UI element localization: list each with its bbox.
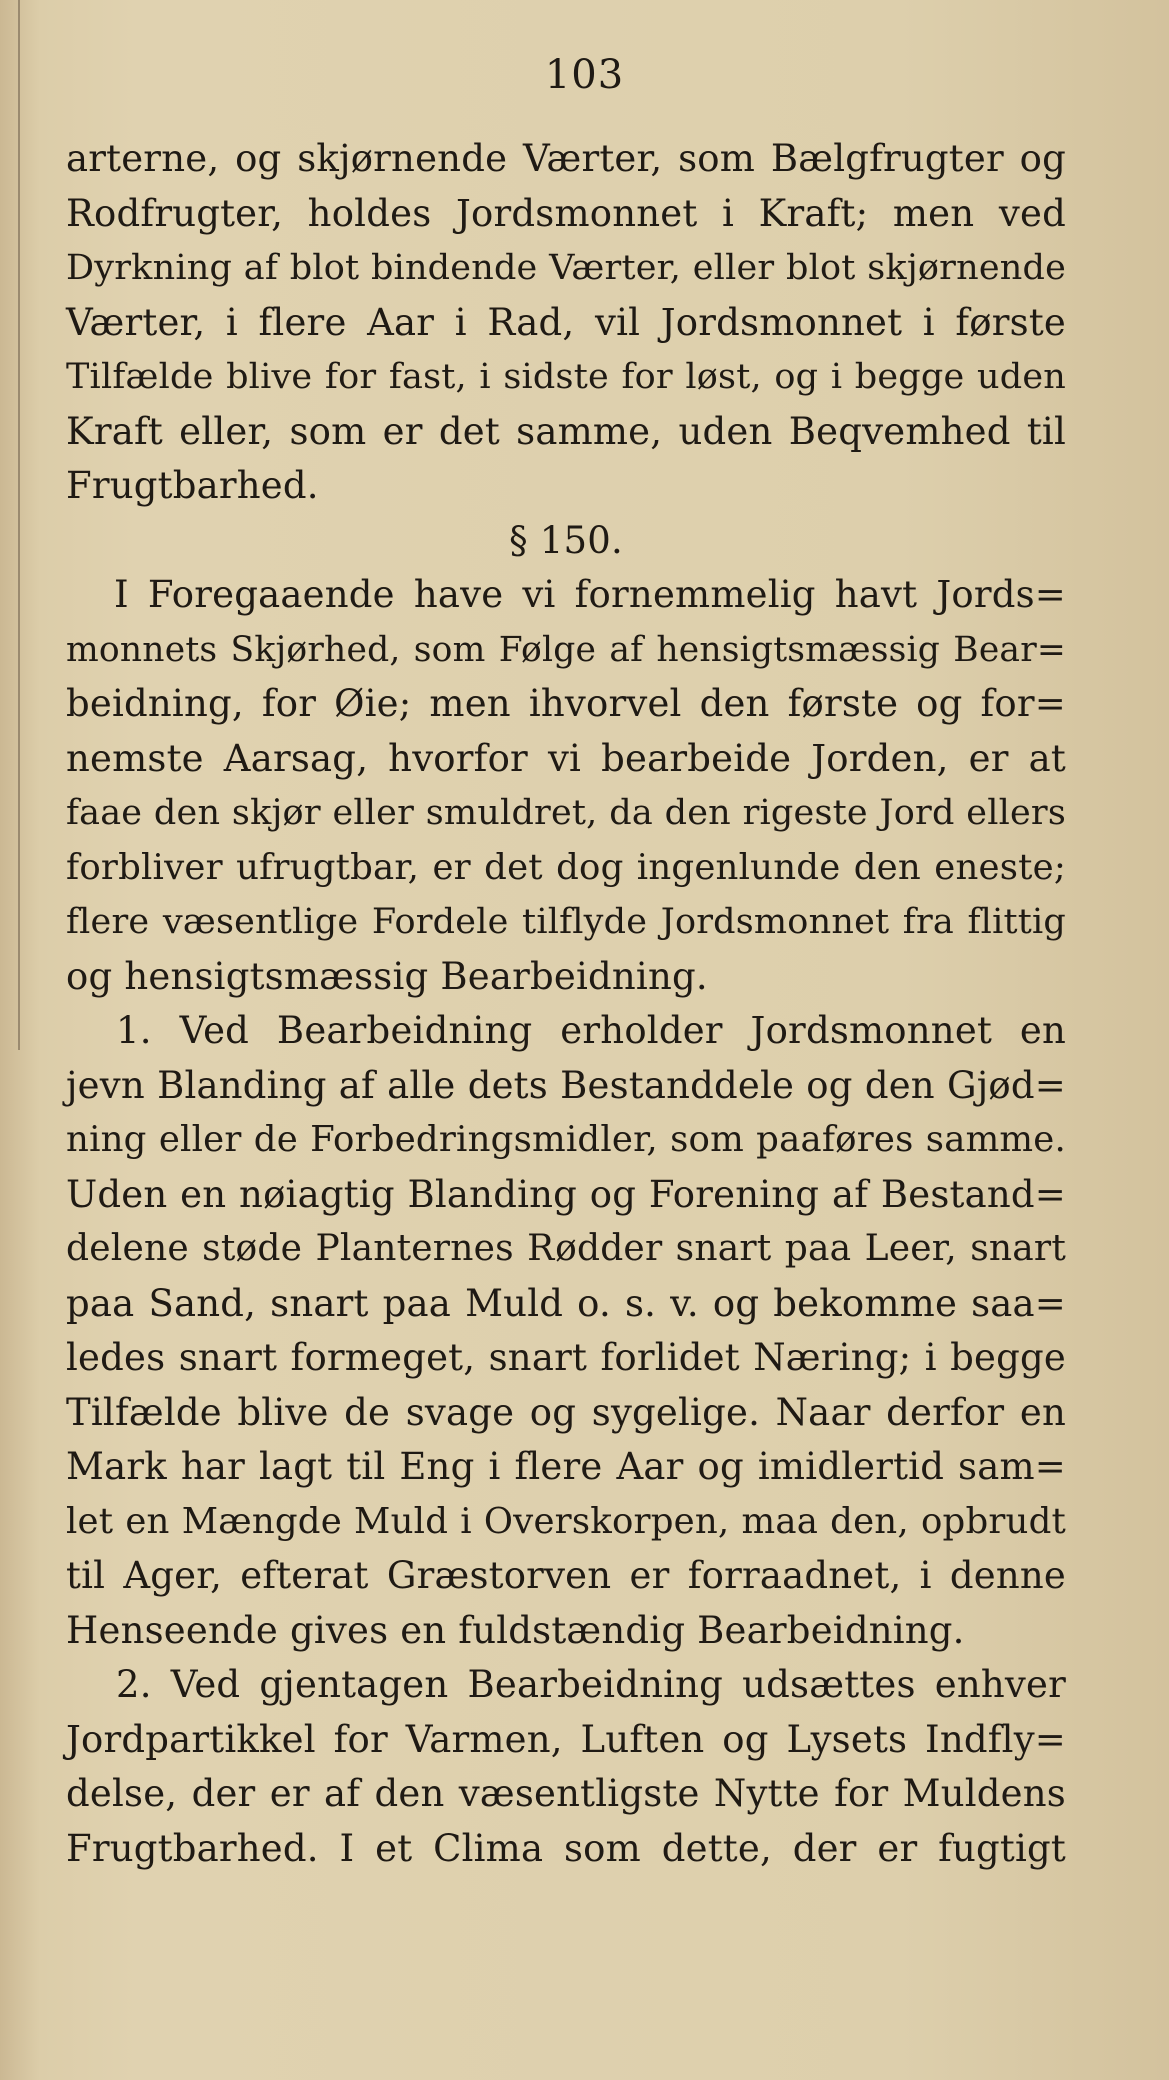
text-line: jevn Blanding af alle dets Bestanddele og den Gjød= bbox=[66, 1063, 1066, 1107]
text-line: ledes snart formeget, snart forlidet Næring; i begge bbox=[66, 1336, 1066, 1379]
text-line: beidning, for Øie; men ihvorvel den første og for= bbox=[66, 682, 1066, 725]
text-line: Kraft eller, som er det samme, uden Beqvemhed til bbox=[66, 409, 1066, 453]
text-line: nemste Aarsag, hvorfor vi bearbeide Jorden, er at bbox=[66, 736, 1066, 780]
text-line: delene støde Planternes Rødder snart paa Leer, snart bbox=[66, 1228, 1066, 1269]
text-line: Frugtbarhed. I et Clima som dette, der er fugtigt bbox=[66, 1826, 1066, 1870]
text-line: Rodfrugter, holdes Jordsmonnet i Kraft; men ved bbox=[66, 191, 1066, 235]
text-line: 2. Ved gjentagen Bearbeidning udsættes enhver bbox=[116, 1663, 1066, 1706]
text-line: flere væsentlige Fordele tilflyde Jordsmonnet fra flittig bbox=[66, 902, 1066, 942]
text-line: delse, der er af den væsentligste Nytte for Muldens bbox=[66, 1772, 1066, 1815]
text-line: Tilfælde blive de svage og sygelige. Naar derfor en bbox=[66, 1390, 1066, 1434]
text-line: Jordpartikkel for Varmen, Luften og Lysets Indfly= bbox=[66, 1717, 1066, 1761]
text-line: Frugtbarhed. bbox=[66, 464, 319, 507]
binding-edge bbox=[18, 0, 20, 1050]
text-line: 1. Ved Bearbeidning erholder Jordsmonnet en bbox=[116, 1009, 1066, 1052]
section-heading: § 150. bbox=[509, 518, 623, 562]
text-line: Tilfælde blive for fast, i sidste for løst, og i begge uden bbox=[66, 357, 1066, 397]
body-text bbox=[66, 132, 1066, 1876]
text-line: arterne, og skjørnende Værter, som Bælgfrugter og bbox=[66, 137, 1066, 180]
text-line: I Foregaaende have vi fornemmelig havt Jords= bbox=[114, 573, 1066, 616]
text-line: og hensigtsmæssig Bearbeidning. bbox=[66, 954, 708, 998]
text-line: Dyrkning af blot bindende Værter, eller blot skjørnende bbox=[66, 248, 1066, 288]
text-line: Værter, i flere Aar i Rad, vil Jordsmonnet i første bbox=[66, 300, 1066, 344]
text-line: forbliver ufrugtbar, er det dog ingenlunde den eneste; bbox=[66, 846, 1066, 888]
text-line: faae den skjør eller smuldret, da den rigeste Jord ellers bbox=[66, 793, 1066, 833]
text-line: ning eller de Forbedringsmidler, som paaføres samme. bbox=[66, 1119, 1066, 1160]
text-line: Henseende gives en fuldstændig Bearbeidning. bbox=[66, 1608, 965, 1652]
text-line: let en Mængde Muld i Overskorpen, maa den, opbrudt bbox=[66, 1500, 1066, 1542]
text-line: Mark har lagt til Eng i flere Aar og imidlertid sam= bbox=[66, 1445, 1066, 1488]
text-line: Uden en nøiagtig Blanding og Forening af Bestand= bbox=[66, 1172, 1066, 1216]
page-number: 103 bbox=[544, 52, 625, 98]
text-line: monnets Skjørhed, som Følge af hensigtsmæssig Bear= bbox=[66, 629, 1066, 670]
text-line: til Ager, efterat Græstorven er forraadnet, i denne bbox=[66, 1554, 1066, 1597]
text-line: paa Sand, snart paa Muld o. s. v. og bekomme saa= bbox=[66, 1281, 1066, 1325]
